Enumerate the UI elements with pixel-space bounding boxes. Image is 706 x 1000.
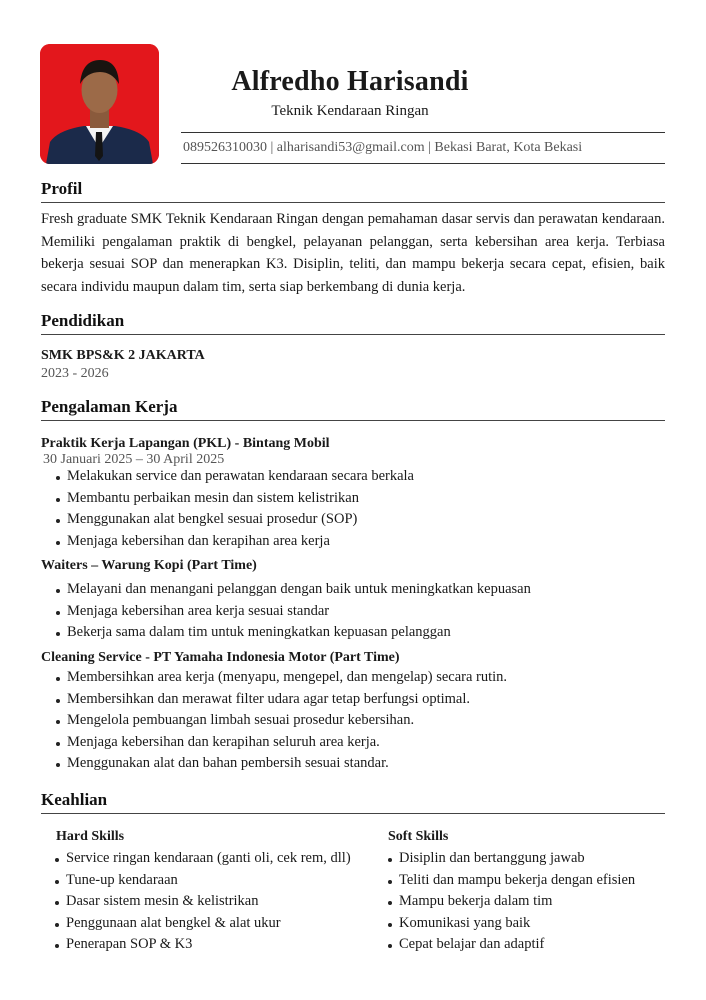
section-title-profile: Profil — [41, 179, 665, 203]
section-title-education: Pendidikan — [41, 311, 665, 335]
list-item: Mampu bekerja dalam tim — [386, 891, 635, 913]
hard-skills-list — [53, 848, 351, 956]
list-item: Komunikasi yang baik — [386, 913, 635, 935]
school-years: 2023 - 2026 — [41, 366, 109, 381]
candidate-name: Alfredho Harisandi — [231, 66, 469, 97]
soft-skills-title: Soft Skills — [388, 829, 449, 844]
section-title-experience: Pengalaman Kerja — [41, 397, 665, 421]
candidate-role: Teknik Kendaraan Ringan — [271, 103, 429, 119]
profile-text: Fresh graduate SMK Teknik Kendaraan Ringan dengan pemahaman dasar servis dan perawatan kendaraan. Memiliki pengalaman praktik di bengkel, pelayanan pelanggan, serta kebersihan area kerja. Terbiasa bekerja sesuai SOP dan menerapkan K3. Disiplin, teliti, dan mampu bekerja secara cepat, efisien, baik secara individu maupun dalam tim, serta siap berkembang di dunia kerja. — [41, 211, 665, 295]
list-item: Menggunakan alat bengkel sesuai prosedur (SOP) — [54, 509, 414, 531]
list-item: Dasar sistem mesin & kelistrikan — [53, 891, 351, 913]
list-item: Mengelola pembuangan limbah sesuai prosedur kebersihan. — [54, 710, 507, 732]
list-item: Teliti dan mampu bekerja dengan efisien — [386, 870, 635, 892]
list-item: Bekerja sama dalam tim untuk meningkatkan kepuasan pelanggan — [54, 622, 531, 644]
list-item: Penerapan SOP & K3 — [53, 934, 351, 956]
list-item: Menjaga kebersihan dan kerapihan area kerja — [54, 531, 414, 553]
list-item: Disiplin dan bertanggung jawab — [386, 848, 635, 870]
section-title-skills: Keahlian — [41, 790, 665, 814]
job-title-cleaning: Cleaning Service - PT Yamaha Indonesia Motor (Part Time) — [41, 650, 400, 665]
job-duties-pkl — [54, 466, 414, 552]
job-duties-cleaning — [54, 667, 507, 775]
list-item: Melakukan service dan perawatan kendaraan secara berkala — [54, 466, 414, 488]
list-item: Tune-up kendaraan — [53, 870, 351, 892]
list-item: Membersihkan area kerja (menyapu, mengepel, dan mengelap) secara rutin. — [54, 667, 507, 689]
list-item: Melayani dan menangani pelanggan dengan baik untuk meningkatkan kepuasan — [54, 579, 531, 601]
job-title-waiters: Waiters – Warung Kopi (Part Time) — [41, 558, 257, 573]
school-name: SMK BPS&K 2 JAKARTA — [41, 348, 205, 363]
list-item: Menjaga kebersihan area kerja sesuai standar — [54, 601, 531, 623]
list-item: Membersihkan dan merawat filter udara agar tetap berfungsi optimal. — [54, 689, 507, 711]
job-duties-waiters — [54, 579, 531, 644]
hard-skills-title: Hard Skills — [56, 829, 125, 844]
list-item: Menjaga kebersihan dan kerapihan seluruh area kerja. — [54, 732, 507, 754]
list-item: Membantu perbaikan mesin dan sistem kelistrikan — [54, 488, 414, 510]
contact-info: 089526310030 | alharisandi53@gmail.com | Bekasi Barat, Kota Bekasi — [181, 132, 665, 164]
job-title-pkl: Praktik Kerja Lapangan (PKL) - Bintang Mobil — [41, 436, 330, 451]
soft-skills-list — [386, 848, 635, 956]
job-date-pkl: 30 Januari 2025 – 30 April 2025 — [43, 452, 225, 467]
list-item: Cepat belajar dan adaptif — [386, 934, 635, 956]
profile-photo — [40, 44, 159, 164]
list-item: Service ringan kendaraan (ganti oli, cek rem, dll) — [53, 848, 351, 870]
list-item: Menggunakan alat dan bahan pembersih sesuai standar. — [54, 753, 507, 775]
list-item: Penggunaan alat bengkel & alat ukur — [53, 913, 351, 935]
